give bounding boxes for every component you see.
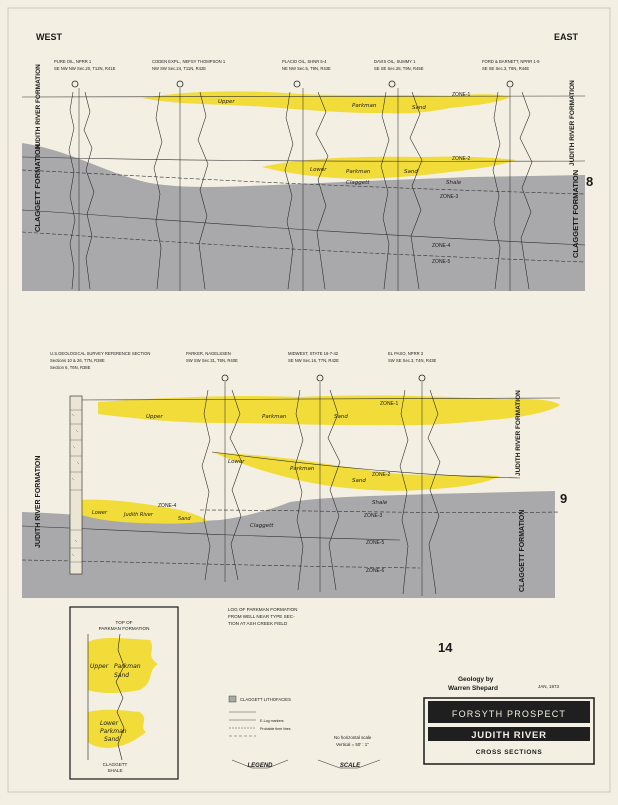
- zone-label: ZONE-1: [452, 92, 471, 98]
- scale-line: Vertical = 50' : 1": [336, 742, 369, 747]
- well-operator: PURE OIL, NPRR 1: [54, 59, 92, 64]
- sand-label: Lower: [92, 510, 108, 516]
- legend-line-label: E-Log markers: [260, 719, 284, 723]
- title-prospect: FORSYTH PROSPECT: [451, 709, 567, 719]
- well-operator: EL PASO, NPRR 3: [388, 351, 424, 356]
- judith-river-formation-label: JUDITH RIVER FORMATION: [35, 455, 42, 548]
- credit-date: JAN, 1973: [538, 684, 560, 689]
- well-location: NE NW Sec.5, T9N, R43E: [282, 66, 331, 71]
- inset-bottom-label: SHALE: [107, 768, 123, 773]
- well-operator: DAVIS OIL, SUMMY 1: [374, 59, 416, 64]
- zone-label: ZONE-4: [432, 243, 451, 249]
- inset-top-label: PARKMAN FORMATION: [98, 626, 150, 631]
- well-operator: MIDWEST, STATE 16-7-42: [288, 351, 339, 356]
- sand-label: Sand: [404, 169, 418, 175]
- judith-river-formation-label: JUDITH RIVER FORMATION: [515, 390, 522, 476]
- well-location: SE SE Sec.3, T8N, R44E: [482, 66, 530, 71]
- well-location: SE SE Sec.28, T9N, R45E: [374, 66, 424, 71]
- well-operator: PARKER, NAGELSSEN: [186, 351, 231, 356]
- legend-swatch: [229, 696, 236, 702]
- sand-label: Parkman: [346, 169, 371, 175]
- well-location: SE NW NW Sec.20, T12N, R41E: [54, 66, 116, 71]
- well-location: NW SW Sec.24, T11N, R42E: [152, 66, 207, 71]
- legend-line-label: Probable time lines: [260, 727, 291, 731]
- zone-label: ZONE-3: [364, 513, 383, 519]
- scale-line: No horizontal scale: [334, 735, 372, 740]
- type-log-caption: LOG OF PARKMAN FORMATION: [228, 607, 298, 612]
- title-river: JUDITH RIVER: [471, 730, 547, 741]
- west-label: WEST: [36, 32, 62, 42]
- type-log-caption: TION AT ASH CREEK FIELD: [228, 621, 288, 626]
- claggett-formation-label: CLAGGETT FORMATION: [571, 169, 580, 258]
- legend-title: LEGEND: [247, 763, 273, 769]
- inset-top-label: TOP OF: [115, 620, 133, 625]
- inset-sand-label: Upper: [90, 663, 109, 670]
- well-location: Sections 10 & 26, T7N, R38E: [50, 358, 105, 363]
- figure-number: 14: [438, 640, 453, 655]
- inset-sand-label: Sand: [114, 672, 130, 679]
- sand-label: Judith River: [124, 512, 153, 518]
- credit-author: Warren Shepard: [448, 685, 498, 692]
- section-number: 9: [560, 491, 568, 506]
- zone-label: ZONE-5: [432, 259, 451, 265]
- well-location: SE NW Sec.16, T7N, R42E: [288, 358, 339, 363]
- zone-label: ZONE-3: [440, 194, 459, 200]
- well-location: Section 6, T6N, R38E: [50, 365, 91, 370]
- sand-label: Sand: [412, 105, 426, 111]
- claggett-label: Claggett: [346, 180, 370, 186]
- inset-sand-label: Sand: [104, 736, 120, 743]
- judith-river-formation-label: JUDITH RIVER FORMATION: [35, 64, 42, 150]
- type-log-caption: FROM WELL NEAR TYPE SEC-: [228, 614, 295, 619]
- title-block: [424, 698, 594, 764]
- zone-label: ZONE-4: [158, 503, 177, 509]
- shale-label: Shale: [446, 180, 462, 186]
- well-operator: U.S.GEOLOGICAL SURVEY REFERENCE SECTION: [50, 351, 151, 356]
- well-location: SW SW Sec.31, T6N, R40E: [186, 358, 238, 363]
- section-number: 8: [586, 174, 594, 189]
- sand-label: Lower: [228, 459, 245, 465]
- sand-label: Lower: [310, 167, 327, 173]
- sand-label: Upper: [146, 414, 163, 420]
- sand-label: Parkman: [262, 414, 287, 420]
- inset-sand-label: Lower: [100, 720, 119, 727]
- judith-river-formation-label: JUDITH RIVER FORMATION: [569, 80, 576, 166]
- east-label: EAST: [554, 32, 579, 42]
- well-operator: CODEN EXPL., NEFSY THOMPSON 1: [152, 59, 226, 64]
- zone-label: ZONE-5: [366, 540, 385, 546]
- well-operator: FORD & BARNETT, NPRR 1-9: [482, 59, 540, 64]
- claggett-label: Claggett: [250, 523, 274, 529]
- zone-label: ZONE-6: [366, 568, 385, 574]
- shale-label: Shale: [372, 500, 388, 506]
- sand-label: Parkman: [352, 103, 377, 109]
- inset-sand-label: Parkman: [100, 728, 127, 735]
- scale-title: SCALE: [339, 763, 361, 769]
- reference-lithology-column: [70, 396, 82, 574]
- sand-label: Parkman: [290, 466, 315, 472]
- credit-line: Geology by: [458, 676, 494, 683]
- claggett-formation-label: CLAGGETT FORMATION: [33, 143, 42, 232]
- claggett-formation-label: CLAGGETT FORMATION: [519, 509, 526, 592]
- zone-label: ZONE-2: [372, 472, 391, 478]
- inset-bottom-label: CLAGGETT: [102, 762, 128, 767]
- sand-label: Upper: [218, 99, 235, 105]
- well-location: SW SE Sec.3, T4N, R43E: [388, 358, 437, 363]
- zone-label: ZONE-1: [380, 401, 399, 407]
- title-subtitle: CROSS SECTIONS: [475, 749, 543, 756]
- zone-label: ZONE-2: [452, 156, 471, 162]
- legend-swatch-label: CLAGGETT LITHOFACIES: [240, 697, 291, 702]
- sand-label: Sand: [352, 478, 366, 484]
- inset-sand-label: Parkman: [114, 663, 141, 670]
- well-operator: PLACID OIL, SHNR 5-4: [282, 59, 327, 64]
- sand-label: Sand: [178, 516, 191, 522]
- sand-label: Sand: [334, 414, 348, 420]
